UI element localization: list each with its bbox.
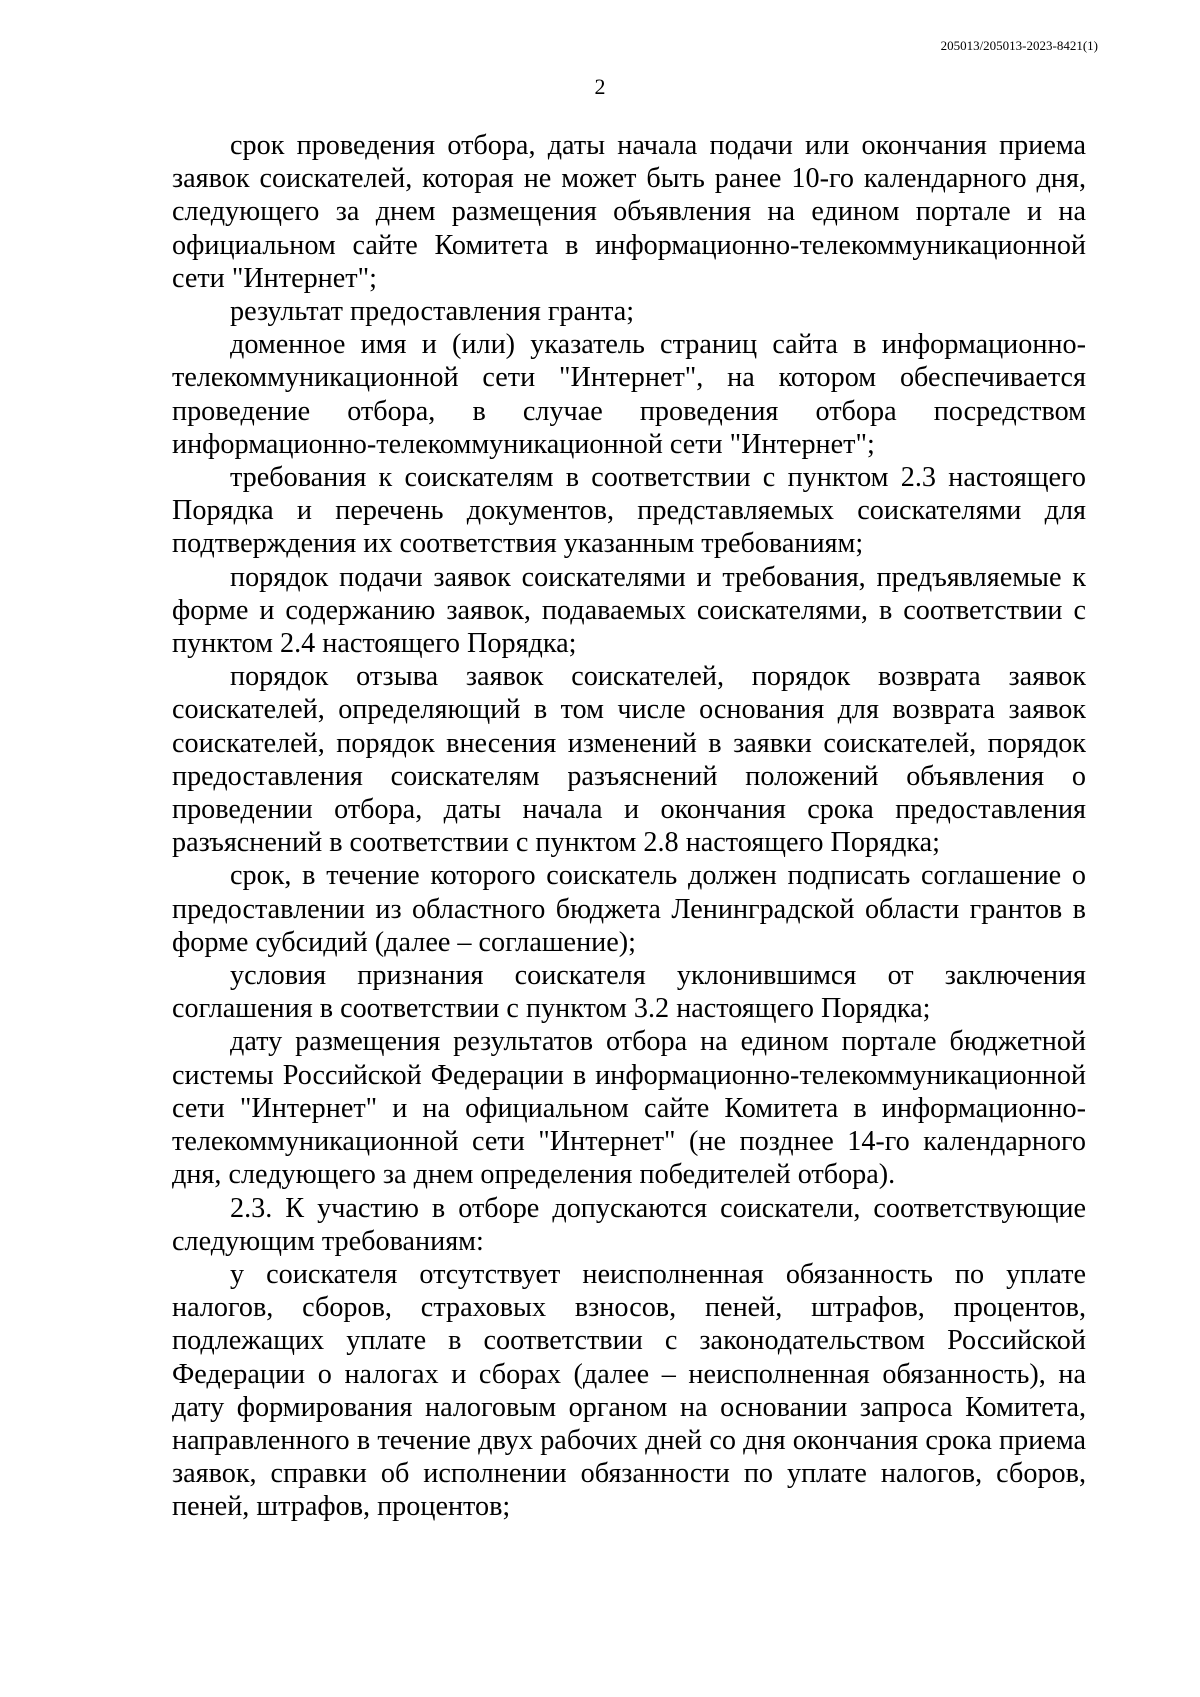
- paragraph-applicant-requirements: требования к соискателям в соответствии с пунктом 2.3 настоящего Порядка и перечень документов, представляемых соискателями для подтверждения их соответствия указанным требованиям;: [172, 462, 1086, 560]
- paragraph-selection-period: срок проведения отбора, даты начала подачи или окончания приема заявок соискателей, которая не может быть ранее 10-го календарного дня, следующего за днем размещения объявления на едином портале и на официальном сайте Комитета в информационно-телекоммуникационной сети "Интернет";: [172, 130, 1086, 294]
- paragraph-withdrawal-procedure: порядок отзыва заявок соискателей, порядок возврата заявок соискателей, определяющий в том числе основания для возврата заявок соискателей, порядок внесения изменений в заявки соискателей, порядок предоставления соискателям разъяснений положений объявления о проведении отбора, даты начала и окончания срока предоставления разъяснений в соответствии с пунктом 2.8 настоящего Порядка;: [172, 661, 1086, 859]
- paragraph-domain-name: доменное имя и (или) указатель страниц сайта в информационно-телекоммуникационной сети "Интернет", на котором обеспечивается проведение отбора, в случае проведения отбора посредством информационно-телекоммуникационной сети "Интернет";: [172, 329, 1086, 460]
- paragraph-section-2-3: 2.3. К участию в отборе допускаются соискатели, соответствующие следующим требованиям:: [172, 1192, 1086, 1257]
- paragraph-grant-result: результат предоставления гранта;: [230, 296, 635, 328]
- paragraph-evasion-conditions: условия признания соискателя уклонившимся от заключения соглашения в соответствии с пунктом 3.2 настоящего Порядка;: [172, 960, 1086, 1025]
- paragraph-application-procedure: порядок подачи заявок соискателями и требования, предъявляемые к форме и содержанию заявок, подаваемых соискателями, в соответствии с пунктом 2.4 настоящего Порядка;: [172, 561, 1086, 660]
- page-number: 2: [594, 74, 606, 99]
- paragraph-tax-obligation: у соискателя отсутствует неисполненная обязанность по уплате налогов, сборов, страховых взносов, пеней, штрафов, процентов, подлежащих уплате в соответствии с законодательством Российской Федерации о налогах и сборах (далее – неисполненная обязанность), на дату формирования налоговым органом на основании запроса Комитета, направленного в течение двух рабочих дней со дня окончания срока приема заявок, справки об исполнении обязанности по уплате налогов, сборов, пеней, штрафов, процентов;: [172, 1258, 1086, 1523]
- paragraph-agreement-deadline: срок, в течение которого соискатель должен подписать соглашение о предоставлении из областного бюджета Ленинградской области грантов в форме субсидий (далее – соглашение);: [172, 860, 1086, 958]
- document-id: 205013/205013-2023-8421(1): [940, 38, 1098, 53]
- document-body: [172, 129, 1086, 1524]
- paragraph-results-publication: дату размещения результатов отбора на едином портале бюджетной системы Российской Федерации в информационно-телекоммуникационной сети "Интернет" и на официальном сайте Комитета в информационно-телекоммуникационной сети "Интернет" (не позднее 14-го календарного дня, следующего за днем определения победителей отбора).: [172, 1026, 1086, 1191]
